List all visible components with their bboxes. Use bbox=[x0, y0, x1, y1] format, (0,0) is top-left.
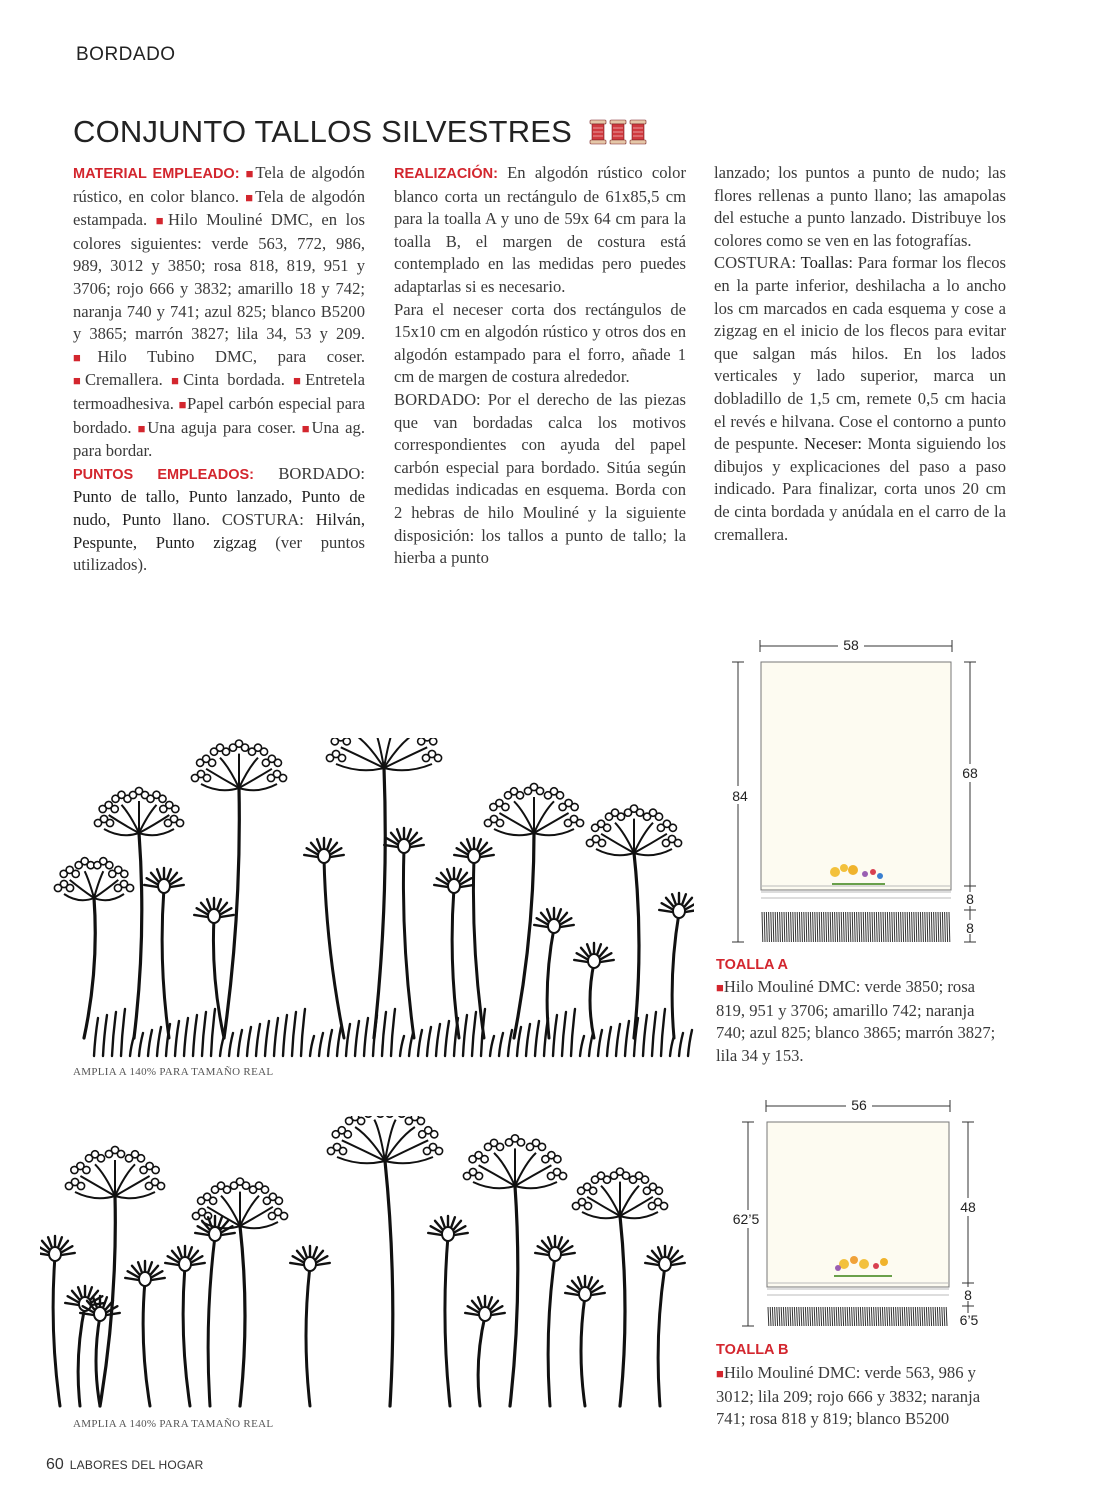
neceser-label: Neceser: bbox=[803, 434, 863, 454]
stitches-embroidery: Punto de tallo, Punto lanzado, Punto de nudo, Punto llano. bbox=[73, 487, 365, 529]
towel-a-fringe bbox=[761, 910, 951, 942]
red-square-bullet: ■ bbox=[716, 980, 724, 995]
red-square-bullet: ■ bbox=[245, 189, 256, 205]
towel-a-label: TOALLA A bbox=[716, 957, 788, 973]
section-label: BORDADO bbox=[76, 44, 176, 65]
towel-a-text bbox=[716, 976, 1008, 1067]
materials-paragraph bbox=[73, 162, 365, 463]
towel-a-diagram bbox=[720, 634, 990, 950]
realizacion-text: En algodón rústico color blanco corta un rectángulo de 61x85,5 cm para la toalla A y uno de 59x 64 cm para la toalla B, el margen de costura está contemplado en las medidas pero puedes adaptarlas si es necesario. bbox=[394, 163, 686, 296]
red-square-bullet: ■ bbox=[73, 349, 98, 365]
towel-b-width: 56 bbox=[851, 1097, 867, 1113]
towel-b-thread-list: Hilo Mouliné DMC: verde 563, 986 y 3012; lila 209; rojo 666 y 3832; naranja 741; rosa 818 y 819; blanco B5200 bbox=[716, 1363, 981, 1429]
towel-a-hem: 8 bbox=[966, 891, 974, 907]
red-square-bullet: ■ bbox=[245, 166, 256, 181]
sewing-column bbox=[714, 162, 1006, 546]
stitches-embroidery-label: BORDADO: bbox=[278, 463, 365, 483]
material-item: Tela de algodón rústico, en color blanco. bbox=[73, 163, 365, 206]
material-item: Hilo Tubino DMC, para coser. bbox=[97, 346, 365, 366]
toallas-label: Toallas bbox=[800, 253, 849, 273]
toallas-text: : Para formar los flecos en la parte inferior, deshilacha a lo ancho los cm marcados en cada esquema y cose a zigzag en el inicio de los flecos para evitar que salgan más hilos. En los lados verticales y lado superior, marca un dobladillo de 1,5 cm, remete 0,5 cm hacia el revés e hilvana. Cose el contorno a punto de pespunte. bbox=[714, 253, 1006, 454]
material-item: Hilo Mouliné DMC, en los colores siguientes: verde 563, 772, 986, 989, 3012 y 3850; rosa 818, 819, 951 y 3706; rojo 666 y 3832; amarillo 18 y 742; naranja 740 y 741; azul 825; blanco B5200 y 3865; marrón 3827; lila 34, 53 y 209. bbox=[73, 210, 365, 344]
page-number: 60 bbox=[46, 1456, 64, 1473]
towel-b-hem: 8 bbox=[964, 1287, 972, 1303]
material-item: Papel carbón especial para bordado. bbox=[73, 393, 365, 437]
red-square-bullet: ■ bbox=[171, 373, 184, 389]
bordado-continued: lanzado; los puntos a punto de nudo; las flores rellenas a punto llano; las amapolas del estuche a punto lanzado. Distribuye los colores como se ven en las fotografías. bbox=[714, 163, 1006, 250]
towel-a-width: 58 bbox=[843, 637, 859, 653]
instructions-column bbox=[394, 162, 686, 570]
page-title bbox=[73, 114, 649, 150]
costura-label: COSTURA: bbox=[714, 253, 797, 273]
realizacion-label: REALIZACIÓN: bbox=[394, 166, 498, 182]
neceser-text: Monta siguiendo los dibujos y explicaciones del paso a paso indicado. Para finalizar, corta unos 20 cm de cinta bordada y anúdala en el carro de la cremallera. bbox=[714, 434, 1007, 544]
stitches-sewing-label: COSTURA: bbox=[221, 509, 304, 529]
pattern-b-caption: AMPLIA A 140% PARA TAMAÑO REAL bbox=[73, 1418, 274, 1430]
towel-b-diagram bbox=[720, 1094, 990, 1334]
material-item: Tela de algodón estampada. bbox=[73, 186, 365, 230]
towel-a-thread-list: Hilo Mouliné DMC: verde 3850; rosa 819, 951 y 3706; amarillo 742; naranja 740; azul 825; blanco 3865; marrón 3827; lila 34 y 153. bbox=[716, 977, 996, 1065]
embroidery-pattern-b bbox=[40, 1116, 690, 1416]
material-item: Una aguja para coser. bbox=[147, 417, 296, 437]
red-square-bullet: ■ bbox=[178, 396, 187, 412]
material-item: Cinta bordada. bbox=[183, 370, 285, 390]
material-item: Una ag. para bordar. bbox=[73, 417, 365, 461]
red-square-bullet: ■ bbox=[73, 373, 85, 389]
bordado-label: BORDADO: bbox=[394, 389, 481, 409]
red-square-bullet: ■ bbox=[301, 420, 312, 436]
red-square-bullet: ■ bbox=[137, 420, 148, 436]
embroidery-pattern-a bbox=[44, 738, 694, 1060]
towel-a-fringe-length: 8 bbox=[966, 920, 974, 936]
towel-b-fringe-length: 6’5 bbox=[959, 1312, 979, 1328]
materials-column bbox=[73, 162, 365, 577]
bordado-paragraph bbox=[394, 389, 686, 570]
towel-b-text bbox=[716, 1362, 1008, 1431]
stitches-label: PUNTOS EMPLEADOS: bbox=[73, 466, 255, 483]
towel-a-embroidery-height: 68 bbox=[962, 765, 978, 781]
pattern-a-caption: AMPLIA A 140% PARA TAMAÑO REAL bbox=[73, 1066, 274, 1078]
material-item: Entretela termoadhesiva. bbox=[73, 370, 365, 413]
stitches-sewing: Hilván, Pespunte, Punto zigzag bbox=[73, 509, 365, 552]
towel-b-label: TOALLA B bbox=[716, 1342, 789, 1358]
bordado-text: Por el derecho de las piezas que van bordadas calca los motivos correspondientes con ayuda del papel carbón especial para bordado. Sitúa según medidas indicadas en esquema. Borda con 2 hebras de hilo Mouliné y la siguiente disposición: los tallos a punto de tallo; la hierba a punto bbox=[394, 389, 686, 568]
page-footer bbox=[46, 1456, 203, 1474]
towel-b-height: 62’5 bbox=[732, 1211, 760, 1227]
realizacion-paragraph bbox=[394, 162, 686, 299]
neceser-cut-paragraph: Para el neceser corta dos rectángulos de 15x10 cm en algodón rústico y otros dos en algodón estampado para el forro, añade 1 cm de margen de costura alrededor. bbox=[394, 299, 686, 387]
page-title-text: CONJUNTO TALLOS SILVESTRES bbox=[73, 114, 573, 149]
red-square-bullet: ■ bbox=[293, 373, 306, 389]
costura-paragraph bbox=[714, 252, 1006, 546]
towel-b-embroidery-height: 48 bbox=[960, 1199, 976, 1215]
towel-a-height: 84 bbox=[732, 788, 748, 804]
red-square-bullet: ■ bbox=[155, 213, 169, 229]
magazine-name: LABORES DEL HOGAR bbox=[69, 1458, 204, 1472]
stitches-note: (ver puntos utilizados). bbox=[73, 532, 365, 575]
stitches-paragraph bbox=[73, 463, 365, 577]
towel-b-fringe bbox=[767, 1306, 949, 1326]
red-square-bullet: ■ bbox=[716, 1366, 724, 1381]
thread-spools-icon bbox=[589, 119, 649, 145]
material-label: MATERIAL EMPLEADO: bbox=[73, 166, 240, 182]
material-item: Cremallera. bbox=[84, 370, 163, 390]
